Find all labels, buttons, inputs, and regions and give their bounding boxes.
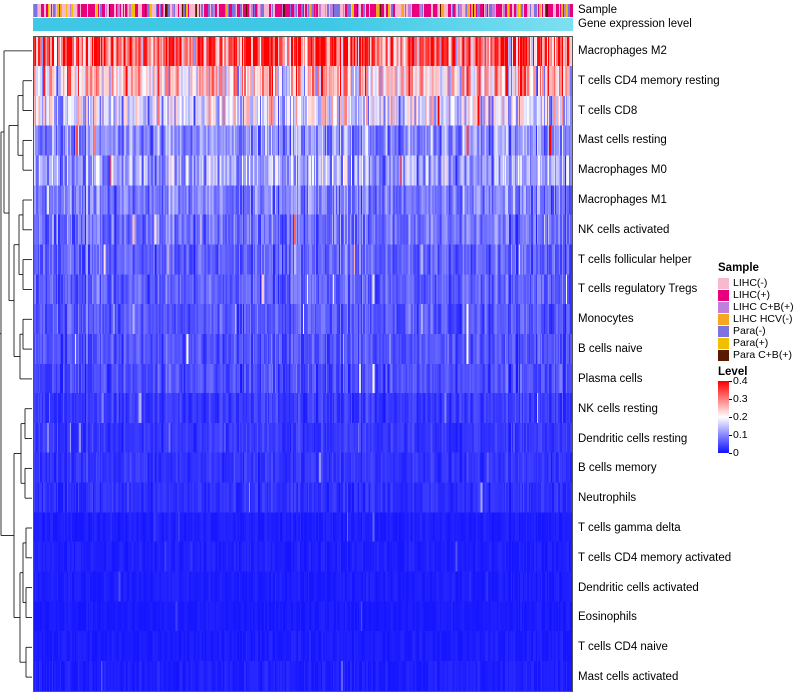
colorbar-tick-label: 0.3 (733, 393, 748, 405)
row-label: T cells gamma delta (578, 522, 681, 534)
row-label: T cells CD4 memory activated (578, 551, 732, 564)
row-label: Macrophages M1 (578, 194, 667, 206)
row-label: Macrophages M2 (578, 44, 667, 57)
colorbar-tick-label: 0 (733, 447, 739, 459)
legend-item (718, 325, 800, 337)
row-label: NK cells activated (578, 223, 670, 236)
row-label: Dendritic cells activated (578, 581, 699, 594)
row-label: T cells CD4 naive (578, 641, 668, 654)
legend-swatch (718, 302, 729, 313)
row-label: B cells memory (578, 462, 657, 475)
legend-sample (718, 262, 800, 361)
sample-annotation-strip (33, 4, 573, 17)
colorbar-tick-line (729, 399, 732, 400)
legend-swatch (718, 290, 729, 301)
legend-level-colorbar-wrap (718, 375, 796, 459)
row-label: Eosinophils (578, 611, 637, 624)
legend-swatch (718, 278, 729, 289)
colorbar-tick-line (729, 381, 732, 382)
row-label: Macrophages M0 (578, 164, 667, 177)
annotation-label-expression: Gene expression level (578, 18, 692, 30)
row-label: T cells CD8 (578, 104, 638, 117)
row-label-list (578, 36, 758, 692)
colorbar-tick-line (729, 435, 732, 436)
colorbar-tick-label: 0.4 (733, 375, 748, 387)
heatmap-canvas (34, 37, 572, 691)
colorbar-canvas (718, 381, 729, 453)
colorbar-tick-label: 0.1 (733, 429, 748, 441)
row-label: Dendritic cells resting (578, 432, 688, 445)
legend-item-label: Para(-) (733, 325, 766, 337)
legend-item-label: LIHC HCV(-) (733, 313, 793, 325)
row-label: T cells CD4 memory resting (578, 74, 720, 87)
legend-item (718, 313, 800, 325)
legend-item-label: LIHC(+) (733, 289, 771, 301)
row-label: Neutrophils (578, 492, 637, 505)
legend-item-label: LIHC C+B(+) (733, 301, 794, 313)
legend-swatch (718, 314, 729, 325)
legend-item (718, 277, 800, 289)
legend-level (718, 366, 800, 459)
annotation-row-sample (33, 4, 617, 17)
legend-item-label: Para(+) (733, 337, 769, 349)
colorbar-tick-line (729, 453, 732, 454)
legend-item (718, 349, 800, 361)
row-dendrogram (0, 36, 33, 692)
row-label: NK cells resting (578, 402, 658, 415)
legend-item (718, 289, 800, 301)
legend-swatch (718, 326, 729, 337)
row-label: B cells naive (578, 343, 643, 356)
row-label: Monocytes (578, 313, 634, 326)
legend-item-label: Para C+B(+) (733, 349, 792, 361)
legend-swatch (718, 338, 729, 349)
annotation-label-sample: Sample (578, 4, 617, 16)
row-label: Plasma cells (578, 372, 643, 385)
annotation-row-expression (33, 18, 692, 31)
legend-item (718, 337, 800, 349)
heatmap-panel (33, 36, 573, 692)
annotation-bars (33, 4, 692, 32)
legend-item-label: LIHC(-) (733, 277, 768, 289)
row-label: Mast cells resting (578, 134, 667, 147)
row-label: T cells regulatory Tregs (578, 283, 698, 296)
legend-sample-items (718, 277, 800, 361)
row-label: T cells follicular helper (578, 253, 692, 266)
legend-swatch (718, 350, 729, 361)
colorbar-tick-label: 0.2 (733, 411, 748, 423)
colorbar-tick-line (729, 417, 732, 418)
row-label: Mast cells activated (578, 671, 679, 684)
gene-expression-annotation-strip (33, 18, 573, 31)
legend-item (718, 301, 800, 313)
legend-sample-title: Sample (718, 262, 759, 274)
legend-level-title: Level (718, 366, 748, 378)
